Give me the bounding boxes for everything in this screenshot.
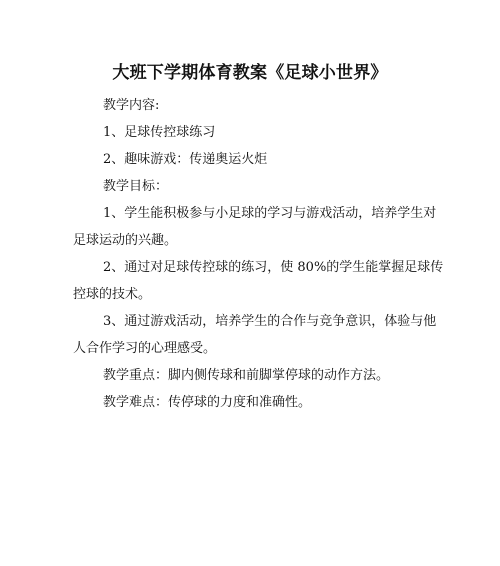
key-points: 教学重点：脚内侧传球和前脚掌停球的动作方法。: [103, 368, 390, 383]
goal-2-line-2: 控球的技术。: [73, 287, 152, 302]
goal-1-line-2: 足球运动的兴趣。: [73, 233, 178, 248]
goal-1-line-1: 1、学生能积极参与小足球的学习与游戏活动，培养学生对: [103, 206, 437, 221]
difficult-points: 教学难点：传停球的力度和准确性。: [103, 395, 312, 410]
goal-3-line-2: 人合作学习的心理感受。: [73, 341, 217, 356]
content-item-1: 1、足球传控球练习: [103, 125, 216, 140]
section-heading-goals: 教学目标：: [103, 179, 169, 194]
goal-3-line-1: 3、通过游戏活动，培养学生的合作与竞争意识，体验与他: [103, 314, 437, 329]
document-title: 大班下学期体育教案《足球小世界》: [112, 63, 388, 83]
goal-2-line-1: 2、通过对足球传控球的练习，使 80%的学生能掌握足球传: [103, 260, 444, 275]
content-item-2: 2、趣味游戏：传递奥运火炬: [103, 152, 268, 167]
section-heading-content: 教学内容:: [103, 98, 160, 113]
